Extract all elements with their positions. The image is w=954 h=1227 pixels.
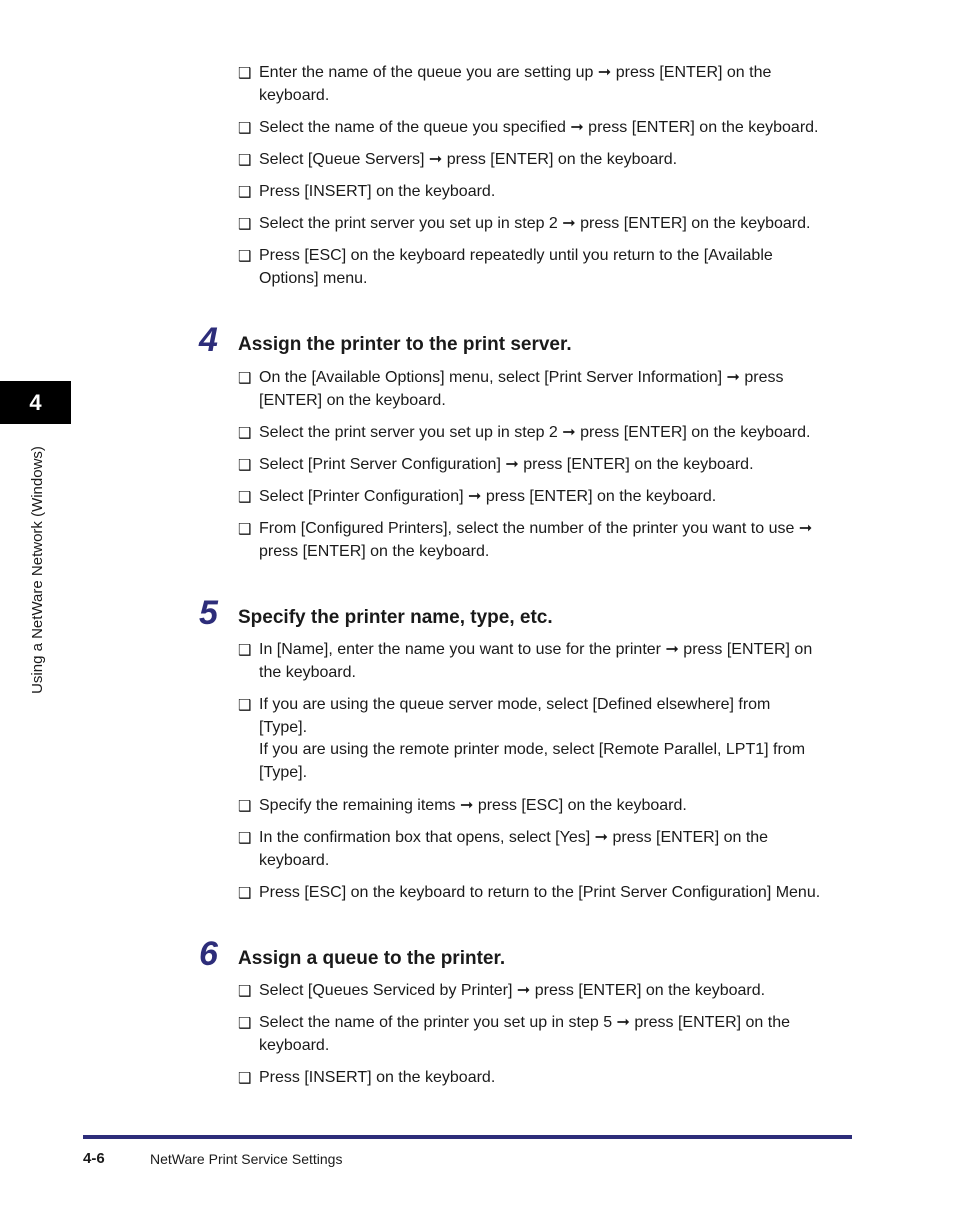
checkbox-icon: ❑ xyxy=(238,829,252,847)
checkbox-icon: ❑ xyxy=(238,369,252,387)
item-text: On the [Available Options] menu, select [Print Server Information] ➞ press xyxy=(259,369,784,386)
list-item xyxy=(238,422,858,445)
step-title: Assign a queue to the printer. xyxy=(238,948,506,969)
chapter-tab: 4 xyxy=(0,381,71,424)
checkbox-icon: ❑ xyxy=(238,696,252,714)
item-text: In [Name], enter the name you want to use for the printer ➞ press [ENTER] on xyxy=(259,641,813,658)
checkbox-icon: ❑ xyxy=(238,64,252,82)
item-text: In the confirmation box that opens, select [Yes] ➞ press [ENTER] on the xyxy=(259,829,769,846)
list-item xyxy=(238,245,858,290)
list-item xyxy=(238,980,858,1003)
checkbox-icon: ❑ xyxy=(238,119,252,137)
item-text: Press [INSERT] on the keyboard. xyxy=(259,183,496,200)
list-item xyxy=(238,694,858,784)
list-item xyxy=(238,518,858,563)
footer-divider xyxy=(83,1135,852,1139)
item-text: keyboard. xyxy=(259,851,330,869)
item-text: Enter the name of the queue you are setting up ➞ press [ENTER] on the xyxy=(259,64,772,81)
item-text: From [Configured Printers], select the number of the printer you want to use ➞ xyxy=(259,520,813,537)
checkbox-icon: ❑ xyxy=(238,151,252,169)
chapter-label: Using a NetWare Network (Windows) xyxy=(29,446,46,694)
item-text: [ENTER] on the keyboard. xyxy=(259,391,446,409)
item-text: Select the name of the queue you specified ➞ press [ENTER] on the keyboard. xyxy=(259,119,819,136)
checkbox-icon: ❑ xyxy=(238,1014,252,1032)
checkbox-icon: ❑ xyxy=(238,456,252,474)
step-number: 5 xyxy=(199,594,218,632)
item-text: Select [Print Server Configuration] ➞ press [ENTER] on the keyboard. xyxy=(259,456,754,473)
list-item xyxy=(238,149,858,172)
list-item xyxy=(238,639,858,684)
checkbox-icon: ❑ xyxy=(238,247,252,265)
item-text: Select the print server you set up in step 2 ➞ press [ENTER] on the keyboard. xyxy=(259,424,811,441)
list-item xyxy=(238,795,858,818)
item-text: keyboard. xyxy=(259,86,330,104)
checkbox-icon: ❑ xyxy=(238,424,252,442)
item-text: press [ENTER] on the keyboard. xyxy=(259,542,490,560)
checkbox-icon: ❑ xyxy=(238,884,252,902)
list-item xyxy=(238,62,858,107)
list-item xyxy=(238,454,858,477)
list-item xyxy=(238,367,858,412)
list-item xyxy=(238,827,858,872)
item-text: Specify the remaining items ➞ press [ESC] on the keyboard. xyxy=(259,797,687,814)
item-text: Select the print server you set up in step 2 ➞ press [ENTER] on the keyboard. xyxy=(259,215,811,232)
item-text: Options] menu. xyxy=(259,269,368,287)
item-text: If you are using the queue server mode, select [Defined elsewhere] from xyxy=(259,696,771,713)
list-item xyxy=(238,117,858,140)
item-text: Select the name of the printer you set up in step 5 ➞ press [ENTER] on the xyxy=(259,1014,791,1031)
step-title: Assign the printer to the print server. xyxy=(238,334,572,355)
step-number: 6 xyxy=(199,935,218,973)
item-text: If you are using the remote printer mode, select [Remote Parallel, LPT1] from xyxy=(259,741,806,758)
page-number: 4-6 xyxy=(83,1150,105,1167)
item-text: keyboard. xyxy=(259,1036,330,1054)
list-item xyxy=(238,1012,858,1057)
item-text: the keyboard. xyxy=(259,663,356,681)
item-text: Select [Queues Serviced by Printer] ➞ press [ENTER] on the keyboard. xyxy=(259,982,766,999)
item-text: [Type]. xyxy=(259,718,308,736)
checkbox-icon: ❑ xyxy=(238,488,252,506)
step-title: Specify the printer name, type, etc. xyxy=(238,607,553,628)
step-number: 4 xyxy=(199,321,218,359)
checkbox-icon: ❑ xyxy=(238,1069,252,1087)
list-item xyxy=(238,486,858,509)
item-text: [Type]. xyxy=(259,763,308,781)
item-text: Select [Printer Configuration] ➞ press [ENTER] on the keyboard. xyxy=(259,488,717,505)
item-text: Press [ESC] on the keyboard repeatedly until you return to the [Available xyxy=(259,247,773,264)
list-item xyxy=(238,1067,858,1090)
list-item xyxy=(238,181,858,204)
checkbox-icon: ❑ xyxy=(238,797,252,815)
item-text: Press [ESC] on the keyboard to return to the [Print Server Configuration] Menu. xyxy=(259,884,821,901)
checkbox-icon: ❑ xyxy=(238,641,252,659)
checkbox-icon: ❑ xyxy=(238,183,252,201)
item-text: Select [Queue Servers] ➞ press [ENTER] on the keyboard. xyxy=(259,151,678,168)
list-item xyxy=(238,882,858,905)
footer-title: NetWare Print Service Settings xyxy=(150,1151,343,1167)
checkbox-icon: ❑ xyxy=(238,215,252,233)
checkbox-icon: ❑ xyxy=(238,982,252,1000)
checkbox-icon: ❑ xyxy=(238,520,252,538)
item-text: Press [INSERT] on the keyboard. xyxy=(259,1069,496,1086)
list-item xyxy=(238,213,858,236)
